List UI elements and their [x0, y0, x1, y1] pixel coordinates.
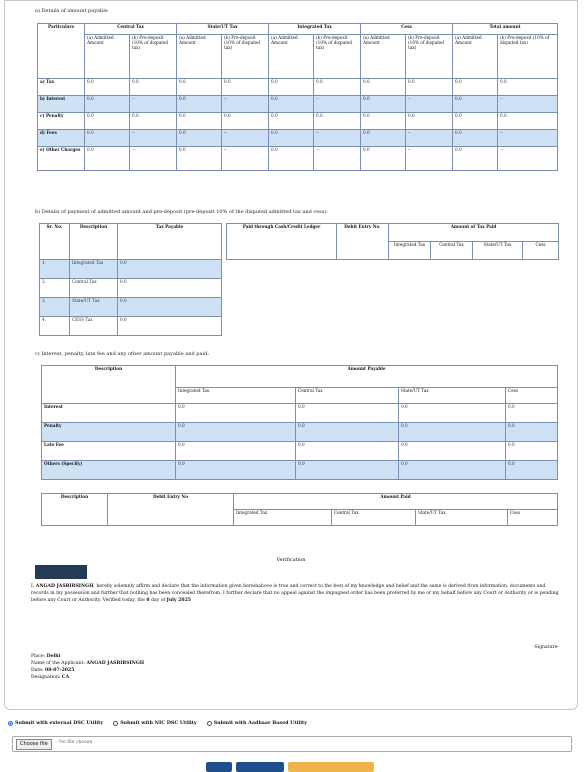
- applicant-name: ANGAD JASBIRSINGH: [35, 584, 94, 589]
- table-row: [38, 130, 558, 147]
- table-cell: 0.0: [506, 461, 558, 480]
- row-sr-no: 2.: [40, 279, 70, 298]
- row-label: e) Other Charges: [38, 147, 85, 171]
- table-cell: --: [222, 96, 269, 113]
- row-tax-payable: 0.0: [118, 260, 222, 279]
- header-amount-of-tax-paid: Amount of Tax Paid: [389, 224, 559, 242]
- table-cell: --: [498, 130, 558, 147]
- header-integrated-tax: Integrated Tax: [389, 242, 431, 260]
- table-cell: 0.0: [498, 79, 558, 96]
- subheader-admitted: (a) Admitted Amount: [177, 35, 222, 79]
- subheader-admitted: (a) Admitted Amount: [269, 35, 314, 79]
- tax-payable-rows: [40, 260, 222, 336]
- verification-day: 8: [146, 598, 150, 604]
- amount-payable-rows: [38, 79, 558, 171]
- table-cell: 0.0: [130, 79, 177, 96]
- subheader-predeposit: (b) Pre-deposit (10% of disputed tax): [130, 35, 177, 79]
- amount-paid-table: [41, 493, 558, 526]
- subheader-predeposit: (b) Pre-deposit (10% of disputed tax): [314, 35, 361, 79]
- table-cell: --: [314, 130, 361, 147]
- header-total-amount: Total amount: [453, 24, 558, 35]
- table-cell: 0.0: [176, 461, 296, 480]
- action-button-3[interactable]: [288, 762, 374, 772]
- choose-file-button[interactable]: Choose file: [16, 739, 52, 750]
- table-row: [38, 79, 558, 96]
- header-tax-payable: Tax Payable: [118, 224, 222, 260]
- radio-aadhaar[interactable]: Submit with Aadhaar Based Utility: [207, 720, 307, 726]
- applicant-details: [31, 653, 144, 681]
- table-row: [42, 442, 558, 461]
- header-sr-no: Sr. No.: [40, 224, 70, 260]
- header-description: Description: [70, 224, 118, 260]
- row-tax-payable: 0.0: [118, 279, 222, 298]
- table-cell: 0.0: [453, 130, 498, 147]
- table-cell: --: [498, 96, 558, 113]
- header-central-tax: Central Tax: [332, 510, 416, 526]
- row-tax-payable: 0.0: [118, 317, 222, 336]
- table-cell: 0.0: [177, 96, 222, 113]
- file-status: No file chosen: [59, 740, 93, 745]
- table-cell: 0.0: [296, 404, 399, 423]
- table-cell: --: [406, 130, 453, 147]
- table-row: [40, 317, 222, 336]
- header-paid-through: Paid through Cash/Credit Ledger: [227, 224, 337, 260]
- header-amount-paid: Amount Paid: [234, 494, 558, 510]
- table-cell: 0.0: [361, 147, 406, 171]
- subheader-admitted: (a) Admitted Amount: [453, 35, 498, 79]
- row-label: Late Fee: [42, 442, 176, 461]
- header-cess: Cess: [361, 24, 453, 35]
- header-integrated-tax: Integrated Tax: [234, 510, 332, 526]
- table-cell: 0.0: [453, 147, 498, 171]
- table-cell: 0.0: [177, 130, 222, 147]
- table-cell: 0.0: [269, 113, 314, 130]
- file-input[interactable]: [12, 736, 572, 752]
- subheader-admitted: (a) Admitted Amount: [85, 35, 130, 79]
- header-description: Description: [42, 366, 176, 404]
- table-cell: --: [130, 96, 177, 113]
- table-cell: 0.0: [296, 442, 399, 461]
- header-integrated-tax: Integrated Tax: [176, 388, 296, 404]
- table-row: [38, 147, 558, 171]
- radio-external-dsc[interactable]: Submit with external DSC Utility: [8, 720, 103, 726]
- row-description: Central Tax: [70, 279, 118, 298]
- section-c-caption: c) Interest, penalty, late fee and any other amount payable and paid:: [35, 351, 209, 357]
- subheader-predeposit: (b) Pre-deposit (10% of disputed tax): [222, 35, 269, 79]
- table-cell: 0.0: [314, 79, 361, 96]
- subheader-predeposit: (b) Pre-deposit (10% of disputed tax): [498, 35, 558, 79]
- section-b-caption: b) Details of payment of admitted amount and pre-deposit (pre-deposit 10% of the disputed admitted tax and cess):: [35, 209, 328, 215]
- table-cell: 0.0: [269, 79, 314, 96]
- table-cell: --: [314, 96, 361, 113]
- row-label: Others (Specify): [42, 461, 176, 480]
- table-cell: --: [498, 147, 558, 171]
- verification-title: Verification: [276, 557, 306, 563]
- subheader-predeposit: (b) Pre-deposit (10% of disputed tax): [406, 35, 453, 79]
- table-row: [40, 260, 222, 279]
- header-state-tax: State/UT Tax: [177, 24, 269, 35]
- table-cell: 0.0: [222, 79, 269, 96]
- radio-unselected-icon[interactable]: [113, 721, 118, 726]
- table-cell: 0.0: [453, 79, 498, 96]
- table-row: [38, 113, 558, 130]
- table-cell: 0.0: [177, 79, 222, 96]
- header-central-tax: Central Tax: [296, 388, 399, 404]
- table-cell: 0.0: [399, 461, 506, 480]
- designation-line: Designation: CA: [31, 675, 70, 681]
- table-row: [42, 423, 558, 442]
- header-amount-payable: Amount Payable: [176, 366, 558, 388]
- header-cess: Cess: [506, 388, 558, 404]
- table-cell: --: [406, 96, 453, 113]
- table-cell: --: [222, 147, 269, 171]
- row-description: Integrated Tax: [70, 260, 118, 279]
- table-cell: 0.0: [361, 96, 406, 113]
- table-cell: 0.0: [406, 113, 453, 130]
- signature-placeholder: -Signature-: [532, 645, 559, 650]
- tax-paid-table: [226, 223, 559, 260]
- header-cess: Cess: [523, 242, 559, 260]
- form-panel: [4, 0, 578, 710]
- table-row: [40, 279, 222, 298]
- table-cell: 0.0: [361, 130, 406, 147]
- table-cell: 0.0: [453, 113, 498, 130]
- amount-payable-other-table: [41, 365, 558, 480]
- table-cell: 0.0: [85, 147, 130, 171]
- table-cell: 0.0: [314, 113, 361, 130]
- action-button-1[interactable]: [206, 762, 232, 772]
- amount-payable-table: [37, 23, 558, 171]
- row-label: b) Interest: [38, 96, 85, 113]
- verification-statement: I, ANGAD JASBIRSINGH, hereby solemnly affirm and declare that the information given hereinabove is true and correct to the best of my knowledge and belief and the same is derived from information, documents and records in my possession and further that nothing has been concealed therefrom. I further declare that no appeal against the impugned order has been preferred by me or my behalf before any Court or Authority or is pending before any Court or Authority. Verified today, the 8 day of July 2025: [31, 584, 559, 604]
- header-central-tax: Central Tax: [431, 242, 473, 260]
- row-label: a) Tax: [38, 79, 85, 96]
- table-cell: 0.0: [85, 79, 130, 96]
- action-button-2[interactable]: [236, 762, 284, 772]
- header-integrated-tax: Integrated Tax: [269, 24, 361, 35]
- section-a-caption: a) Details of amount payable: [35, 8, 108, 14]
- header-particulars: Particulars: [38, 24, 85, 79]
- radio-nic-dsc[interactable]: Submit with NIC DSC Utility: [113, 720, 197, 726]
- header-description: Description: [42, 494, 108, 526]
- header-cess: Cess: [508, 510, 558, 526]
- table-cell: 0.0: [176, 442, 296, 461]
- verification-month-year: July 2025: [166, 598, 191, 604]
- table-cell: 0.0: [498, 113, 558, 130]
- other-amount-rows: [42, 404, 558, 480]
- table-row: [42, 461, 558, 480]
- table-cell: 0.0: [130, 113, 177, 130]
- table-cell: 0.0: [85, 96, 130, 113]
- table-cell: 0.0: [296, 423, 399, 442]
- table-cell: 0.0: [85, 113, 130, 130]
- header-state-tax: State/UT Tax: [473, 242, 523, 260]
- header-debit-entry: Debit Entry No: [108, 494, 234, 526]
- row-sr-no: 3.: [40, 298, 70, 317]
- tax-payable-table: [39, 223, 222, 336]
- radio-unselected-icon[interactable]: [207, 721, 212, 726]
- row-label: Interest: [42, 404, 176, 423]
- table-cell: --: [130, 130, 177, 147]
- table-cell: 0.0: [399, 442, 506, 461]
- table-cell: --: [130, 147, 177, 171]
- table-cell: 0.0: [222, 113, 269, 130]
- table-cell: --: [406, 147, 453, 171]
- row-label: c) Penalty: [38, 113, 85, 130]
- row-label: Penalty: [42, 423, 176, 442]
- table-cell: 0.0: [296, 461, 399, 480]
- table-cell: 0.0: [506, 442, 558, 461]
- table-cell: 0.0: [399, 404, 506, 423]
- header-debit-entry: Debit Entry No.: [337, 224, 389, 260]
- table-cell: 0.0: [269, 130, 314, 147]
- row-sr-no: 1.: [40, 260, 70, 279]
- table-cell: 0.0: [406, 79, 453, 96]
- table-cell: 0.0: [85, 130, 130, 147]
- radio-selected-icon[interactable]: [8, 721, 13, 726]
- table-cell: 0.0: [399, 423, 506, 442]
- row-label: d) Fees: [38, 130, 85, 147]
- table-cell: --: [222, 130, 269, 147]
- table-cell: --: [314, 147, 361, 171]
- header-central-tax: Central Tax: [85, 24, 177, 35]
- table-cell: 0.0: [177, 147, 222, 171]
- header-state-tax: State/UT Tax: [399, 388, 506, 404]
- row-description: State/UT Tax: [70, 298, 118, 317]
- table-row: [40, 298, 222, 317]
- header-state-tax: State/UT Tax: [416, 510, 508, 526]
- table-cell: 0.0: [176, 404, 296, 423]
- table-row: [42, 404, 558, 423]
- name-line: Name of the Applicant: ANGAD JASBIRSINGH: [31, 661, 145, 667]
- submit-options: [8, 720, 307, 726]
- table-row: [38, 96, 558, 113]
- table-cell: 0.0: [361, 79, 406, 96]
- table-cell: 0.0: [177, 113, 222, 130]
- subheader-admitted: (a) Admitted Amount: [361, 35, 406, 79]
- table-cell: 0.0: [453, 96, 498, 113]
- row-sr-no: 4.: [40, 317, 70, 336]
- redacted-box: [35, 565, 87, 579]
- table-cell: 0.0: [506, 404, 558, 423]
- table-cell: 0.0: [176, 423, 296, 442]
- date-line: Date: 08-07-2025: [31, 668, 75, 674]
- table-cell: 0.0: [361, 113, 406, 130]
- table-cell: 0.0: [506, 423, 558, 442]
- place-line: Place: Delhi: [31, 654, 61, 659]
- row-description: CESS Tax: [70, 317, 118, 336]
- row-tax-payable: 0.0: [118, 298, 222, 317]
- table-cell: 0.0: [269, 147, 314, 171]
- table-cell: 0.0: [269, 96, 314, 113]
